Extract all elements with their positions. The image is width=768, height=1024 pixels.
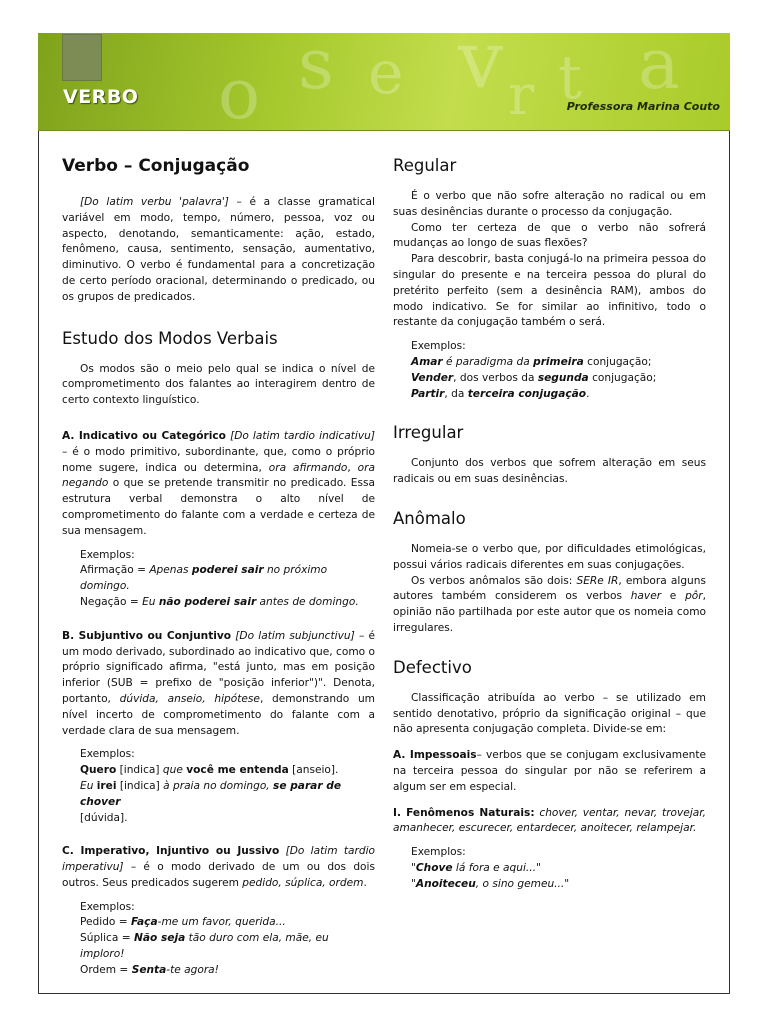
example-line bbox=[80, 563, 375, 595]
regular-paragraph: É o verbo que não sofre alteração no radical ou em suas desinências durante o processo da conjugação. bbox=[393, 190, 706, 218]
example-line bbox=[80, 779, 375, 811]
ex-part: Chove bbox=[415, 861, 453, 874]
indicativo-paragraph bbox=[62, 429, 375, 540]
decorative-letter: e bbox=[368, 38, 404, 108]
ex-part: Amar bbox=[411, 355, 443, 368]
ex-part: você me entenda bbox=[186, 764, 289, 777]
ex-part: [indica] bbox=[116, 764, 163, 777]
regular-paragraph: Para descobrir, basta conjugá-lo na primeira pessoa do singular do presente e na terceira pessoa do plural do pretérito perfeito (sem a desinência RAM), ambos do modo indicativo. Se for similar ao infinitivo, todo o restante da conjugação também o será. bbox=[393, 253, 706, 329]
anomalo-em: haver bbox=[630, 590, 662, 603]
ex-part: " bbox=[536, 861, 541, 874]
header-square bbox=[62, 34, 102, 81]
ex-part: no próximo domingo. bbox=[80, 564, 328, 593]
fenomenos-examples bbox=[411, 845, 706, 892]
page-title: Verbo – Conjugação bbox=[62, 156, 250, 176]
ex-part: Quero bbox=[80, 764, 117, 777]
indicativo-em: ora afirmando bbox=[268, 461, 348, 474]
ex-part: -me um favor, querida... bbox=[157, 916, 286, 929]
subjuntivo-paragraph bbox=[62, 629, 375, 740]
defectivo-title: Defectivo bbox=[393, 657, 472, 677]
subjuntivo-examples bbox=[80, 747, 375, 826]
ex-part: tão duro com ela, mãe, eu imploro! bbox=[80, 932, 329, 961]
ex-part: -te agora! bbox=[166, 963, 219, 976]
indicativo-label: A. Indicativo ou Categórico bbox=[62, 429, 226, 442]
indicativo-text: o que se pretende transmitir no predicado. Essa estrutura verbal demonstra o alto nível de comprometimento do falante com a verdade e certeza de sua mensagem. bbox=[62, 477, 375, 537]
indicativo-text: – é o modo primitivo, subordinante, que, como o próprio nome sugere, indica ou determina, bbox=[62, 445, 375, 474]
ex-part: segunda bbox=[537, 371, 589, 384]
ex-part: " bbox=[411, 861, 416, 874]
decorative-letter: r bbox=[508, 63, 535, 127]
examples-label: Exemplos: bbox=[80, 548, 135, 561]
example-line bbox=[411, 371, 706, 387]
subjuntivo-text: , demonstrando um nível incerto de comprometimento do falante com a verdade clara de sua mensagem. bbox=[62, 692, 375, 737]
impessoais-paragraph bbox=[393, 748, 706, 795]
ex-part: Não bbox=[133, 932, 161, 945]
decorative-letter: a bbox=[638, 33, 680, 105]
subjuntivo-origin: [Do latim subjunctivu] bbox=[235, 629, 355, 642]
imperativo-examples bbox=[80, 900, 375, 979]
ex-part: , dos verbos da bbox=[453, 371, 538, 384]
example-line bbox=[80, 763, 375, 779]
irregular-title: Irregular bbox=[393, 423, 464, 443]
left-column bbox=[62, 155, 375, 979]
defectivo-paragraph: Classificação atribuída ao verbo – se utilizado em sentido denotativo, próprio da significação original – que não apresenta conjugação completa. Divide-se em: bbox=[393, 691, 706, 736]
anomalo-paragraph bbox=[393, 574, 706, 637]
ex-part: irei bbox=[96, 779, 117, 792]
ex-part: conjugação; bbox=[588, 371, 657, 384]
decorative-letter: v bbox=[458, 33, 504, 106]
ex-part: antes de domingo. bbox=[256, 595, 359, 608]
ex-part: Ordem = bbox=[80, 963, 132, 976]
example-line bbox=[80, 915, 375, 931]
decorative-letter: o bbox=[218, 53, 261, 131]
ex-part: Afirmação = bbox=[80, 564, 150, 577]
example-line bbox=[80, 595, 375, 611]
ex-part: " bbox=[564, 877, 570, 890]
example-line bbox=[80, 963, 375, 979]
header-author: Professora Marina Couto bbox=[566, 100, 720, 113]
examples-label: Exemplos: bbox=[80, 900, 135, 913]
ex-part: poderei sair bbox=[191, 564, 264, 577]
imperativo-paragraph bbox=[62, 844, 375, 891]
example-line bbox=[411, 877, 706, 893]
anomalo-title: Anômalo bbox=[393, 508, 466, 528]
fenomenos-paragraph bbox=[393, 806, 706, 838]
intro-origin: [Do latim verbu 'palavra'] bbox=[80, 196, 229, 208]
fenomenos-label: I. Fenômenos Naturais: bbox=[393, 806, 535, 819]
ex-part: , da bbox=[444, 387, 468, 400]
ex-part: Vender bbox=[411, 371, 454, 384]
anomalo-em: pôr bbox=[685, 590, 703, 603]
ex-part: " bbox=[411, 877, 416, 890]
ex-part: Negação = bbox=[80, 595, 143, 608]
header-title: VERBO bbox=[63, 86, 139, 108]
regular-examples bbox=[411, 339, 706, 402]
ex-part: primeira bbox=[533, 355, 584, 368]
example-line bbox=[411, 861, 706, 877]
ex-part: à praia no domingo, bbox=[163, 779, 274, 792]
indicativo-text: , bbox=[347, 461, 358, 474]
indicativo-em: ora negando bbox=[62, 461, 375, 490]
ex-part: Faça bbox=[131, 916, 158, 929]
regular-paragraph: Como ter certeza de que o verbo não sofrerá mudanças ao longo de suas flexões? bbox=[393, 221, 706, 250]
ex-part: [indica] bbox=[116, 779, 164, 792]
fenomenos-text: chover, ventar, nevar, trovejar, amanhecer, escurecer, entardecer, anoitecer, relampejar. bbox=[393, 806, 706, 835]
imperativo-text: . bbox=[363, 876, 367, 889]
modos-title: Estudo dos Modos Verbais bbox=[62, 328, 278, 348]
imperativo-text: – é o modo derivado de um ou dos dois outros. Seus predicados sugerem bbox=[62, 861, 375, 889]
intro-text: – é a classe gramatical variável em modo, tempo, número, pessoa, voz ou aspecto, denotando, semanticamente: ação, estado, fenômeno, causa, sentimento, sensação, aumentativo, diminutivo. O verbo é fundamental para a concretização de certo período oracional, determinando o predicado, ou os grupos de predicados. bbox=[62, 196, 375, 303]
irregular-paragraph: Conjunto dos verbos que sofrem alteração em seus radicais ou em suas desinências. bbox=[393, 457, 706, 486]
ex-part: Senta bbox=[131, 963, 167, 976]
ex-part: . bbox=[586, 387, 590, 400]
imperativo-origin: [Do latim tardio imperativu] bbox=[62, 845, 375, 874]
anomalo-text: Os verbos anômalos são dois: bbox=[411, 574, 577, 587]
decorative-letter: s bbox=[298, 33, 334, 105]
ex-part: , o sino gemeu... bbox=[475, 877, 565, 890]
examples-label: Exemplos: bbox=[411, 340, 466, 353]
examples-label: Exemplos: bbox=[411, 846, 466, 859]
ex-part: Eu bbox=[80, 779, 97, 792]
ex-part: que bbox=[162, 764, 187, 777]
ex-part: conjugação; bbox=[583, 355, 652, 368]
imperativo-em: pedido, súplica, ordem bbox=[242, 876, 364, 889]
example-line: [dúvida]. bbox=[80, 811, 128, 824]
ex-part: Partir bbox=[411, 387, 445, 400]
anomalo-paragraph: Nomeia-se o verbo que, por dificuldades etimológicas, possui vários radicais diferentes em suas conjugações. bbox=[393, 542, 706, 571]
examples-label: Exemplos: bbox=[80, 748, 135, 761]
ex-part: Apenas bbox=[149, 564, 192, 577]
indicativo-examples bbox=[80, 548, 375, 611]
impessoais-text: – verbos que se conjugam exclusivamente na terceira pessoa do singular por não se referirem a algum ser em especial. bbox=[393, 749, 706, 793]
example-line bbox=[411, 355, 706, 371]
imperativo-label: C. Imperativo, Injuntivo ou Jussivo bbox=[62, 845, 280, 858]
anomalo-em: SERe IR bbox=[576, 574, 619, 587]
modos-paragraph: Os modos são o meio pelo qual se indica o nível de comprometimento dos falantes ao interagirem dentro de certo contexto linguístico. bbox=[62, 362, 375, 407]
ex-part: Eu bbox=[142, 595, 159, 608]
ex-part: se parar de chover bbox=[80, 779, 342, 808]
ex-part: é paradigma da bbox=[442, 355, 534, 368]
ex-part: não poderei sair bbox=[158, 595, 257, 608]
example-line bbox=[411, 387, 706, 403]
anomalo-text: e bbox=[661, 590, 686, 603]
ex-part: terceira conjugação bbox=[467, 387, 587, 400]
regular-title: Regular bbox=[393, 156, 457, 175]
subjuntivo-text: – é um modo derivado, subordinado ao indicativo que, como o próprio significado afirma, "está junto, mas em posição inferior (SUB = prefixo de "posição inferior")". Denota, portanto, bbox=[62, 629, 375, 705]
example-line bbox=[80, 931, 375, 963]
impessoais-label: A. Impessoais bbox=[393, 749, 477, 762]
anomalo-text: , embora alguns autores também considerem os verbos bbox=[393, 574, 706, 603]
ex-part: Súplica = bbox=[80, 932, 134, 945]
right-column bbox=[393, 155, 706, 893]
indicativo-origin: [Do latim tardio indicativu] bbox=[230, 429, 375, 442]
intro-paragraph bbox=[62, 195, 375, 306]
ex-part: seja bbox=[160, 932, 186, 945]
ex-part: [anseio]. bbox=[288, 764, 339, 777]
decorative-letter: t bbox=[558, 43, 583, 113]
subjuntivo-em: dúvida, anseio, hipótese bbox=[119, 692, 260, 705]
subjuntivo-label: B. Subjuntivo ou Conjuntivo bbox=[62, 629, 232, 642]
ex-part: Pedido = bbox=[80, 916, 132, 929]
header-banner bbox=[38, 33, 730, 131]
ex-part: Anoiteceu bbox=[415, 877, 476, 890]
ex-part: lá fora e aqui... bbox=[452, 861, 537, 874]
anomalo-text: , opinião não partilhada por este autor que os nomeia como irregulares. bbox=[393, 590, 706, 634]
